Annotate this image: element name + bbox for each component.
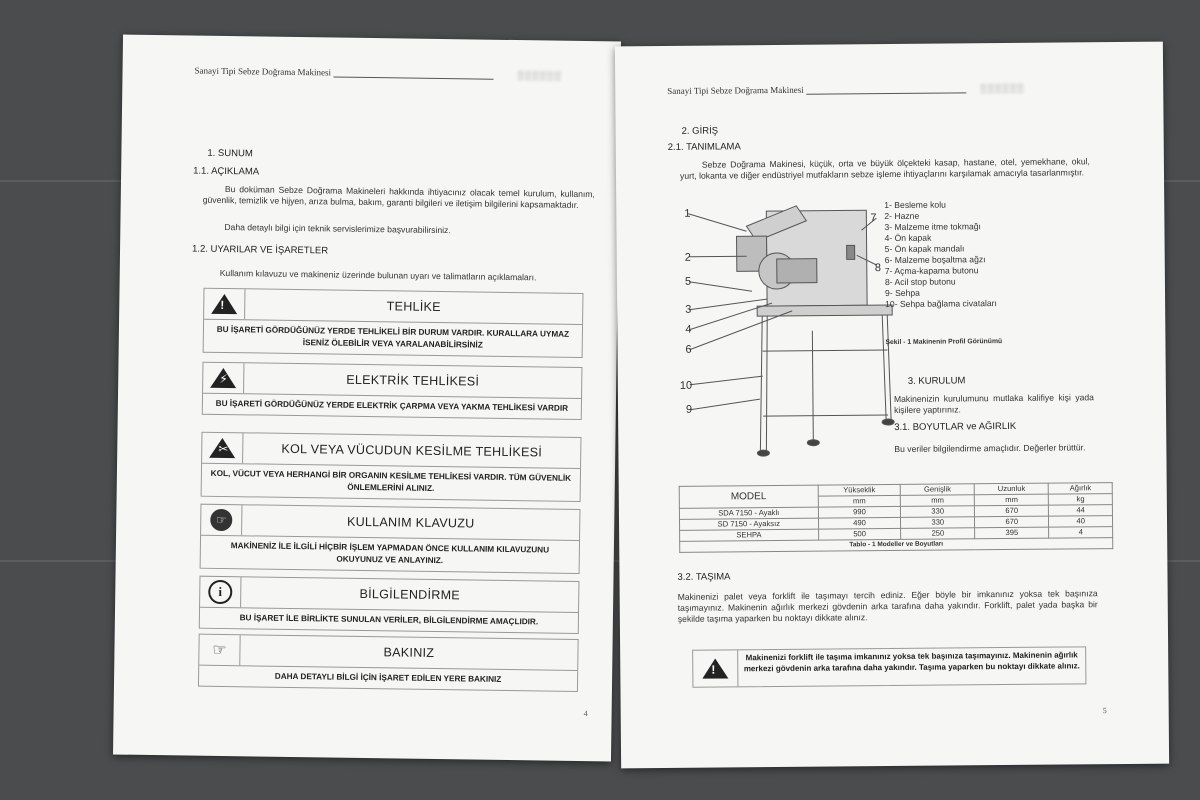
table-header: MODEL (679, 485, 818, 508)
brand-logo: ▒▒▒▒▒▒ (517, 70, 562, 81)
paragraph: Makinenizi palet veya forklift ile taşımayı tercih ediniz. Eğer böyle bir imkanınız yoksa tek başınıza taşımayınız. Makinenin ağırlık merkezi gövdenin arka tarafına daha yakındır. Forklift, palet yada başka bir şekilde taşıma yaparken bu noktayı dikkate alınız. (677, 588, 1098, 624)
warning-triangle-icon: ! (702, 658, 728, 678)
left-page (113, 35, 621, 762)
warning-title: KULLANIM KLAVUZU (346, 514, 475, 531)
electric-hazard-icon: ⚡ (210, 368, 236, 388)
warning-title: BAKINIZ (383, 645, 435, 660)
warning-body: BU İŞARETİ GÖRDÜĞÜNÜZ YERDE ELEKTRİK ÇARPMA VEYA YAKMA TEHLİKESİ VARDIR (215, 398, 569, 413)
subsection-heading: 3.2. TAŞIMA (677, 571, 731, 583)
table-cell: 395 (975, 527, 1049, 539)
transport-warning-box (692, 646, 1086, 687)
pointing-hand-icon: ☞ (212, 641, 227, 660)
legend-item: 9- Sehpa (884, 287, 920, 299)
callout-label: 4 (685, 323, 692, 336)
callout-label: 2 (684, 251, 691, 264)
right-page (615, 42, 1169, 769)
table-cell: 250 (901, 528, 975, 540)
warning-body: BU İŞARET İLE BİRLİKTE SUNULAN VERİLER, BİLGİLENDİRME AMAÇLIDIR. (239, 613, 539, 627)
table-unit: kg (1049, 494, 1113, 506)
table-caption: Tablo - 1 Modeller ve Boyutları (680, 538, 1113, 553)
section-heading: 1. SUNUM (207, 147, 253, 160)
paragraph: Sebze Doğrama Makinesi, küçük, orta ve büyük ölçekteki kasap, hastane, otel, yemekhane, okul, yurt, lokanta ve diğer endüstriyel mutfakların sebze işleme ihtiyaçlarını karşılamak amacıyla tasarlanmıştır. (679, 156, 1090, 181)
table-header: Yükseklik (818, 484, 901, 496)
callout-label: 7 (870, 212, 877, 225)
warning-box-see (198, 634, 579, 692)
table-header: Genişlik (901, 484, 975, 496)
table-cell: 500 (818, 528, 901, 540)
legend-item: 3- Malzeme itme tokmağı (884, 221, 981, 233)
callout-label: 9 (685, 403, 693, 416)
table-cell: SD 7150 - Ayaksız (679, 518, 818, 530)
warning-body: DAHA DETAYLI BİLGİ İÇİN İŞARET EDİLEN YERE BAKINIZ (274, 671, 502, 684)
table-cell: SDA 7150 - Ayaklı (679, 507, 818, 519)
section-heading: 3. KURULUM (907, 375, 966, 387)
dimensions-table (679, 482, 1114, 553)
table-cell: 670 (975, 516, 1049, 528)
subsection-heading: 2.1. TANIMLAMA (667, 141, 741, 153)
legend-item: 8- Acil stop butonu (884, 276, 956, 288)
legend-item: 5- Ön kapak mandalı (884, 243, 965, 255)
page-header: Sanayi Tipi Sebze Doğrama Makinesi (194, 66, 493, 80)
machine-illustration (676, 200, 898, 482)
table-cell: 44 (1049, 505, 1113, 517)
figure-caption: Şekil - 1 Makinenin Profil Görünümü (885, 338, 1003, 347)
callout-label: 8 (874, 262, 881, 275)
paragraph: Daha detaylı bilgi için teknik servislerimize başvurabilirsiniz. (224, 221, 451, 236)
warning-box-cut (201, 432, 582, 502)
warning-body: KOL, VÜCUT VEYA HERHANGİ BİR ORGANIN KESİLME TEHLİKESİ VARDIR. TÜM GÜVENLİK ÖNLEMLERİNİ ALINIZ. (210, 468, 572, 493)
table-cell: 990 (818, 506, 901, 518)
warning-title: KOL VEYA VÜCUDUN KESİLME TEHLİKESİ (281, 441, 543, 460)
paragraph: Kullanım kılavuzu ve makineniz üzerinde bulunan uyarı ve talimatların açıklamaları. (219, 267, 537, 283)
warning-title: TEHLİKE (386, 299, 441, 315)
legend-item: 1- Besleme kolu (884, 199, 946, 211)
callout-label: 5 (684, 275, 692, 288)
warning-body: BU İŞARETİ GÖRDÜĞÜNÜZ YERDE TEHLİKELİ BİR DURUM VARDIR. KURALLARA UYMAZ İSENİZ ÖLEBİLİR VEYA YARALANABİLİRSİNİZ (216, 324, 570, 350)
paragraph: Makinenizin kurulumunu mutlaka kalifiye kişi yada kişilere yaptırınız. (893, 392, 1094, 415)
table-cell: 330 (901, 517, 975, 529)
page-number: 5 (1102, 706, 1107, 716)
callout-label: 3 (685, 303, 692, 316)
table-cell: 670 (974, 505, 1048, 517)
warning-body: Makinenizi forklift ile taşıma imkanınız yoksa tek başınıza taşımayınız. Makinenin ağırlık merkezi gövdenin arka tarafına daha yakındır. Taşıma yaparken bu noktayı dikkate alınız. (743, 650, 1080, 674)
table-cell: 40 (1049, 516, 1113, 528)
page-number: 4 (583, 709, 588, 719)
subsection-heading: 1.2. UYARILAR VE İŞARETLER (191, 243, 329, 257)
manual-icon: ☞ (210, 509, 232, 531)
table-unit: mm (818, 495, 901, 507)
page-header: Sanayi Tipi Sebze Doğrama Makinesi (667, 83, 966, 96)
table-header: Uzunluk (974, 483, 1048, 495)
warning-title: ELEKTRİK TEHLİKESİ (346, 372, 480, 389)
warning-box-manual (200, 504, 581, 574)
table-unit: mm (901, 495, 975, 507)
warning-box-electric (202, 362, 583, 420)
table-unit: mm (974, 494, 1048, 506)
table-header: Ağırlık (1049, 483, 1113, 495)
info-icon: i (208, 580, 232, 604)
legend-item: 4- Ön kapak (884, 232, 932, 244)
brand-logo: ▒▒▒▒▒▒ (980, 82, 1025, 94)
legend-item: 2- Hazne (884, 210, 920, 222)
parts-legend (884, 199, 997, 310)
table-cell: 330 (901, 506, 975, 518)
warning-body: MAKİNENİZ İLE İLGİLİ HİÇBİR İŞLEM YAPMADAN ÖNCE KULLANIM KILAVUZUNU OKUYUNUZ VE ANLAYINIZ. (230, 541, 550, 566)
legend-item: 6- Malzeme boşaltma ağzı (884, 254, 986, 266)
table-cell: 4 (1049, 527, 1113, 539)
subsection-heading: 3.1. BOYUTLAR ve AĞIRLIK (894, 420, 1017, 433)
warning-title: BİLGİLENDİRME (359, 586, 461, 603)
table-cell: SEHPA (680, 529, 819, 541)
warning-box-info (199, 576, 580, 634)
legend-item: 10- Sehpa bağlama civataları (885, 298, 997, 310)
paragraph: Bu doküman Sebze Doğrama Makineleri hakkında ihtiyacınız olacak temel kurulum, kullanım, güvenlik, temizlik ve hijyen, arıza bulma, bakım, garanti bilgileri ve iletişim bilgilerini kapsamaktadır. (202, 183, 595, 210)
paragraph: Bu veriler bilgilendirme amaçlıdır. Değerler brüttür. (894, 442, 1086, 454)
table-cell: 490 (818, 517, 901, 529)
section-heading: 2. GİRİŞ (681, 125, 719, 137)
subsection-heading: 1.1. AÇIKLAMA (193, 165, 260, 178)
warning-box-danger (203, 288, 584, 358)
callout-label: 10 (679, 379, 693, 392)
cut-hazard-icon: ✂ (209, 438, 235, 458)
warning-triangle-icon: ! (211, 294, 237, 314)
callout-label: 6 (685, 343, 692, 356)
legend-item: 7- Açma-kapama butonu (884, 265, 979, 277)
callout-label: 1 (684, 207, 691, 220)
